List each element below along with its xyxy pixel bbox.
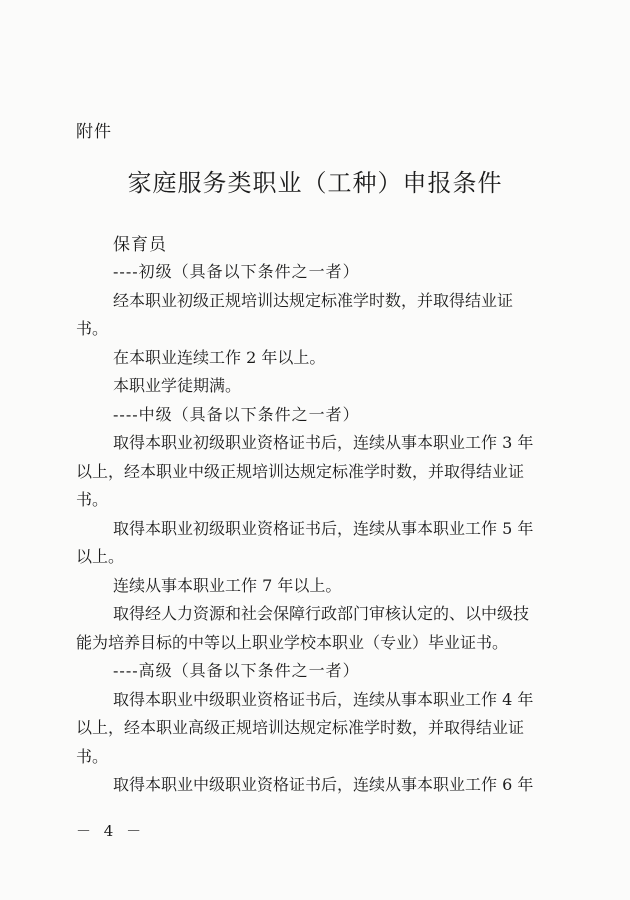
occupation-heading: 保育员: [113, 235, 167, 255]
body-line: 经本职业初级正规培训达规定标准学时数，并取得结业证: [113, 290, 514, 310]
attachment-label: 附件: [76, 122, 112, 142]
body-line: 本职业学徒期满。: [113, 376, 242, 395]
body-line: 以上，经本职业中级正规培训达规定标准学时数，并取得结业证: [76, 461, 525, 481]
level-heading-intermediate: ----中级（具备以下条件之一者）: [113, 404, 360, 424]
level-heading-senior: ----高级（具备以下条件之一者）: [113, 661, 360, 680]
body-line: 取得本职业初级职业资格证书后，连续从事本职业工作 3 年: [113, 433, 534, 452]
body-line: 取得本职业初级职业资格证书后，连续从事本职业工作 5 年: [113, 518, 534, 538]
body-line: 能为培养目标的中等以上职业学校本职业（专业）毕业证书。: [76, 632, 509, 652]
page-number: － 4 －: [76, 822, 146, 840]
level-heading-junior: ----初级（具备以下条件之一者）: [113, 262, 360, 281]
body-line: 取得经人力资源和社会保障行政部门审核认定的、以中级技: [113, 604, 530, 623]
body-line: 书。: [76, 490, 109, 509]
body-line: 以上，经本职业高级正规培训达规定标准学时数，并取得结业证: [76, 718, 525, 737]
body-line: 连续从事本职业工作 7 年以上。: [113, 575, 342, 595]
body-line: 书。: [76, 746, 109, 766]
document-title: 家庭服务类职业（工种）申报条件: [127, 169, 503, 197]
body-line: 书。: [76, 319, 109, 338]
body-line: 取得本职业中级职业资格证书后，连续从事本职业工作 6 年: [113, 775, 534, 794]
body-line: 以上。: [76, 547, 125, 566]
body-line: 在本职业连续工作 2 年以上。: [113, 347, 326, 367]
body-line: 取得本职业中级职业资格证书后，连续从事本职业工作 4 年: [113, 689, 534, 709]
document-body: [76, 258, 576, 800]
